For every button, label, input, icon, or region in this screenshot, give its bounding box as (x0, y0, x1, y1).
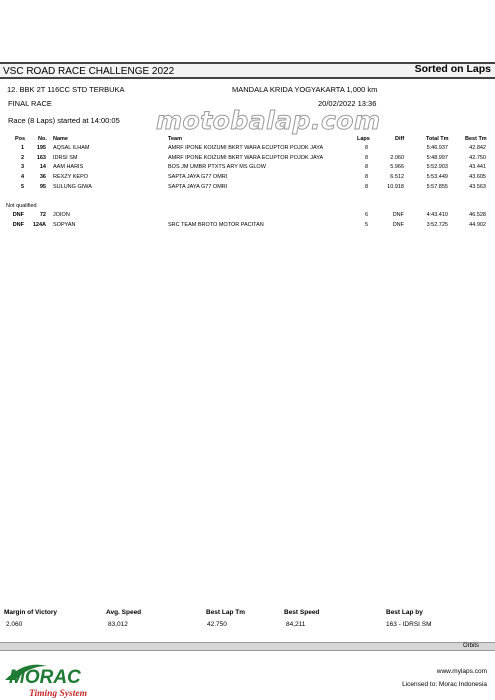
cell-diff: 10.918 (387, 183, 404, 190)
cell-name: SULUNG GIWA (53, 183, 92, 190)
cell-best: 44.902 (469, 221, 486, 228)
cell-team: BOS JM UMBR PTXTS ARY MS GLOW (168, 164, 266, 171)
col-header-pos: Pos (15, 136, 26, 142)
best-speed-label: Best Speed (284, 609, 320, 616)
cell-no: 163 (36, 154, 46, 161)
cell-team: SAPTA JAYA G77 OMRI (168, 174, 228, 181)
logo-sub-text: Timing System (29, 689, 87, 698)
col-header-name: Name (53, 136, 68, 142)
session-datetime: 20/02/2022 13:36 (318, 99, 377, 108)
sort-label: Sorted on Laps (414, 63, 491, 75)
session-name: FINAL RACE (8, 99, 52, 108)
cell-name: SOPYAN (53, 221, 76, 228)
col-header-team: Team (168, 136, 182, 142)
cell-no: 195 (36, 145, 46, 151)
cell-total: 3:52.725 (426, 221, 448, 228)
cell-pos: DNF (12, 221, 24, 228)
morac-logo (3, 658, 143, 698)
cell-total: 5:48.997 (426, 154, 448, 161)
cell-name: IDRSI SM (53, 154, 78, 161)
best-lap-by-label: Best Lap by (386, 609, 423, 616)
cell-pos: DNF (12, 212, 24, 218)
avg-speed-label: Avg. Speed (106, 609, 142, 616)
cell-diff: 5.966 (390, 164, 404, 171)
cell-diff: 2.060 (390, 154, 404, 161)
cell-best: 42.842 (469, 145, 486, 151)
cell-pos: 5 (20, 183, 24, 190)
best-lap-tm-label: Best Lap Tm (206, 609, 246, 616)
not-qualified-label: Not qualified (6, 203, 37, 209)
cell-no: 14 (39, 164, 46, 171)
margin-value: 2.060 (6, 621, 23, 628)
cell-total: 5:52.903 (426, 164, 448, 171)
col-header-no: No. (38, 136, 47, 142)
cell-total: 5:57.855 (426, 183, 448, 190)
cell-no: 124A (32, 221, 46, 228)
race-start-info: Race (8 Laps) started at 14:00:05 (8, 116, 120, 125)
col-header-diff: Diff (395, 136, 405, 142)
cell-diff: 6.512 (390, 174, 404, 181)
cell-no: 36 (39, 174, 46, 181)
cell-name: AQSAL ILHAM (53, 145, 90, 151)
cell-team: SAPTA JAYA G77 OMRI (168, 183, 228, 190)
col-header-total: Total Tm (426, 136, 449, 142)
cell-total: 5:46.937 (426, 145, 448, 151)
cell-diff: DNF (392, 221, 404, 228)
margin-label: Margin of Victory (4, 609, 57, 616)
cell-laps: 8 (364, 174, 368, 181)
cell-laps: 6 (364, 212, 368, 218)
cell-pos: 4 (20, 174, 24, 181)
cell-team: AMRF IPONE KOIZUMI BKRT WARA ECUPTOR POJOK JAYA (168, 154, 324, 161)
event-title: VSC ROAD RACE CHALLENGE 2022 (3, 66, 175, 77)
cell-name: REXZY KEPO (53, 174, 89, 181)
cell-best: 43.605 (469, 174, 486, 181)
footer-bar (0, 642, 495, 651)
best-lap-by-value: 163 - IDRSI SM (386, 621, 432, 628)
avg-speed-value: 83,012 (108, 621, 128, 628)
cell-laps: 8 (364, 154, 368, 161)
venue: MANDALA KRIDA YOGYAKARTA 1,000 km (232, 85, 378, 94)
cell-no: 72 (39, 212, 46, 218)
cell-laps: 8 (364, 183, 368, 190)
cell-best: 42.750 (469, 154, 486, 161)
cell-best: 46.528 (469, 212, 486, 218)
cell-name: AAM HARIS (53, 164, 84, 171)
cell-name: JOION (53, 212, 70, 218)
cell-pos: 2 (20, 154, 24, 161)
col-header-best: Best Tm (465, 136, 487, 142)
cell-diff: DNF (392, 212, 404, 218)
best-lap-tm-value: 42.750 (207, 621, 227, 628)
cell-total: 4:43.410 (426, 212, 448, 218)
cell-best: 43.441 (469, 164, 486, 171)
class-name: 12. BBK 2T 116CC STD TERBUKA (7, 85, 125, 94)
cell-laps: 8 (364, 145, 368, 151)
cell-total: 5:53.449 (426, 174, 448, 181)
cell-no: 95 (39, 183, 46, 190)
watermark: motobalap.com (156, 106, 381, 135)
cell-pos: 3 (20, 164, 24, 171)
orbits-label: Orbits (462, 643, 479, 649)
col-header-laps: Laps (357, 136, 370, 142)
licensed-text: Licensed to: Morac Indonesia (402, 681, 487, 688)
cell-team: AMRF IPONE KOIZUMI BKRT WARA ECUPTOR POJOK JAYA (168, 145, 324, 151)
cell-best: 43.563 (469, 183, 486, 190)
cell-laps: 5 (364, 221, 368, 228)
cell-laps: 8 (364, 164, 368, 171)
cell-pos: 1 (20, 145, 24, 151)
best-speed-value: 84,211 (286, 621, 306, 628)
cell-team: SRC TEAM BROTO MOTOR PACITAN (168, 221, 264, 228)
website-text: www.mylaps.com (436, 668, 487, 675)
logo-main-text: MORAC (9, 667, 81, 688)
